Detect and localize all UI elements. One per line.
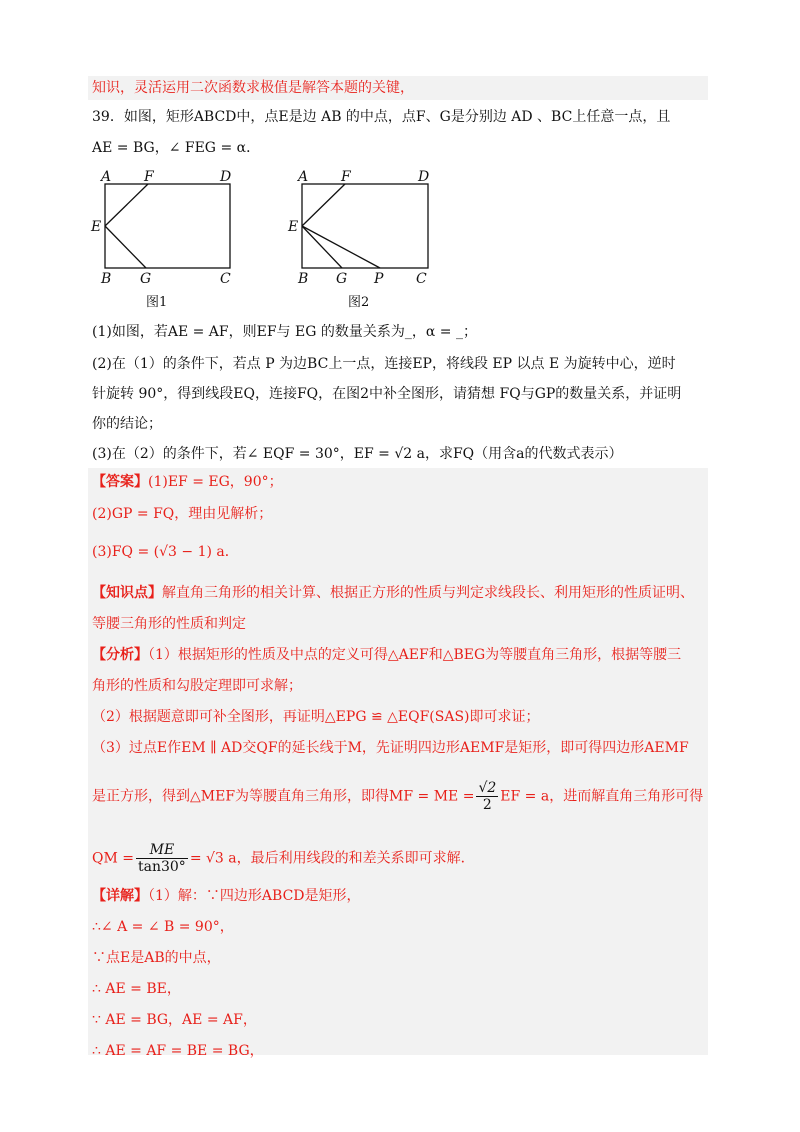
label-E: E (91, 219, 102, 235)
knowledge-line-1 (92, 582, 694, 604)
problem-line-2: AE = BG，∠ FEG = α． (92, 140, 261, 156)
detail-line-6: ∴ AE = AF = BE = BG， (92, 1043, 264, 1059)
label-D: D (220, 169, 232, 185)
knowledge-text-1: 解直角三角形的相关计算、根据正方形的性质与判定求线段长、利用矩形的性质证明、 (162, 585, 694, 601)
intro-note: 知识，灵活运用二次函数求极值是解答本题的关键， (92, 80, 414, 96)
figure-1-caption: 图1 (146, 295, 168, 310)
detail-line-1 (92, 885, 361, 907)
figure-1 (88, 163, 268, 313)
label-C: C (416, 271, 427, 287)
fraction-denominator: 2 (482, 797, 492, 813)
label-B: B (298, 271, 309, 287)
question-3: (3)在（2）的条件下，若∠ EQF = 30°，EF = √2 a，求FQ（用含a的代数式表示） (92, 446, 623, 462)
label-F: F (144, 169, 154, 185)
analysis-text-1: （1）根据矩形的性质及中点的定义可得△AEF和△BEG为等腰直角三角形，根据等腰三 (148, 647, 682, 663)
analysis-tag: 【分析】 (92, 647, 148, 663)
label-D: D (418, 169, 430, 185)
analysis-line-3: （2）根据题意即可补全图形，再证明△EPG ≌ △EQF(SAS)即可求证； (92, 709, 540, 725)
figure-2 (286, 163, 466, 313)
detail-text-1: （1）解：∵四边形ABCD是矩形， (148, 888, 361, 904)
answer-tag: 【答案】 (92, 474, 148, 490)
question-2-line-1: (2)在（1）的条件下，若点 P 为边BC上一点，连接EP，将线段 EP 以点 E 为旋转中心，逆时 (92, 356, 676, 372)
label-A: A (298, 169, 309, 185)
analysis-line-5-b: EF = a，进而解直角三角形可得 (500, 788, 704, 805)
fraction-numerator: √2 (478, 780, 497, 796)
detail-line-2: ∴∠ A = ∠ B = 90°， (92, 919, 234, 935)
detail-tag: 【详解】 (92, 888, 148, 904)
analysis-line-6 (92, 842, 475, 875)
figure-2-caption: 图2 (348, 295, 370, 310)
question-2-line-3: 你的结论； (92, 416, 162, 432)
fraction-denominator: tan30° (138, 859, 186, 875)
analysis-line-6-a: QM = (92, 850, 134, 867)
fraction-me-over-tan30 (136, 842, 188, 875)
label-A: A (101, 169, 112, 185)
answer-2: (2)GP = FQ，理由见解析； (92, 506, 273, 522)
label-G: G (336, 271, 348, 287)
analysis-line-6-b: = √3 a，最后利用线段的和差关系即可求解． (189, 850, 475, 867)
answer-line-1 (92, 471, 283, 493)
knowledge-line-2: 等腰三角形的性质和判定 (92, 616, 246, 632)
answer-3: (3)FQ = (√3 − 1) a． (92, 544, 239, 560)
label-G: G (140, 271, 152, 287)
analysis-line-4: （3）过点E作EM ∥ AD交QF的延长线于M，先证明四边形AEMF是矩形，即可得四边形AEMF (92, 740, 689, 756)
question-1: (1)如图，若AE = AF，则EF与 EG 的数量关系为_，α = _； (92, 324, 477, 340)
label-B: B (101, 271, 112, 287)
label-E: E (288, 219, 299, 235)
label-C: C (220, 271, 231, 287)
knowledge-tag: 【知识点】 (92, 585, 162, 601)
label-F: F (341, 169, 351, 185)
problem-line-1: 39．如图，矩形ABCD中，点E是边 AB 的中点，点F、G是分别边 AD 、BC上任意一点，且 (92, 109, 671, 125)
fraction-numerator: ME (136, 842, 188, 859)
answer-1: (1)EF = EG，90°； (148, 474, 283, 490)
analysis-line-5-a: 是正方形，得到△MEF为等腰直角三角形，即得MF = ME = (92, 788, 475, 805)
analysis-line-2: 角形的性质和勾股定理即可求解； (92, 678, 302, 694)
analysis-line-1 (92, 644, 681, 666)
detail-line-3: ∵点E是AB的中点， (92, 950, 221, 966)
analysis-line-5 (92, 780, 703, 813)
fraction-sqrt2-over-2 (476, 780, 498, 813)
detail-line-5: ∵ AE = BG，AE = AF， (92, 1012, 257, 1028)
detail-line-4: ∴ AE = BE， (92, 981, 181, 997)
question-2-line-2: 针旋转 90°，得到线段EQ，连接FQ，在图2中补全图形，请猜想 FQ与GP的数量关系，并证明 (92, 386, 682, 402)
label-P: P (374, 271, 384, 287)
